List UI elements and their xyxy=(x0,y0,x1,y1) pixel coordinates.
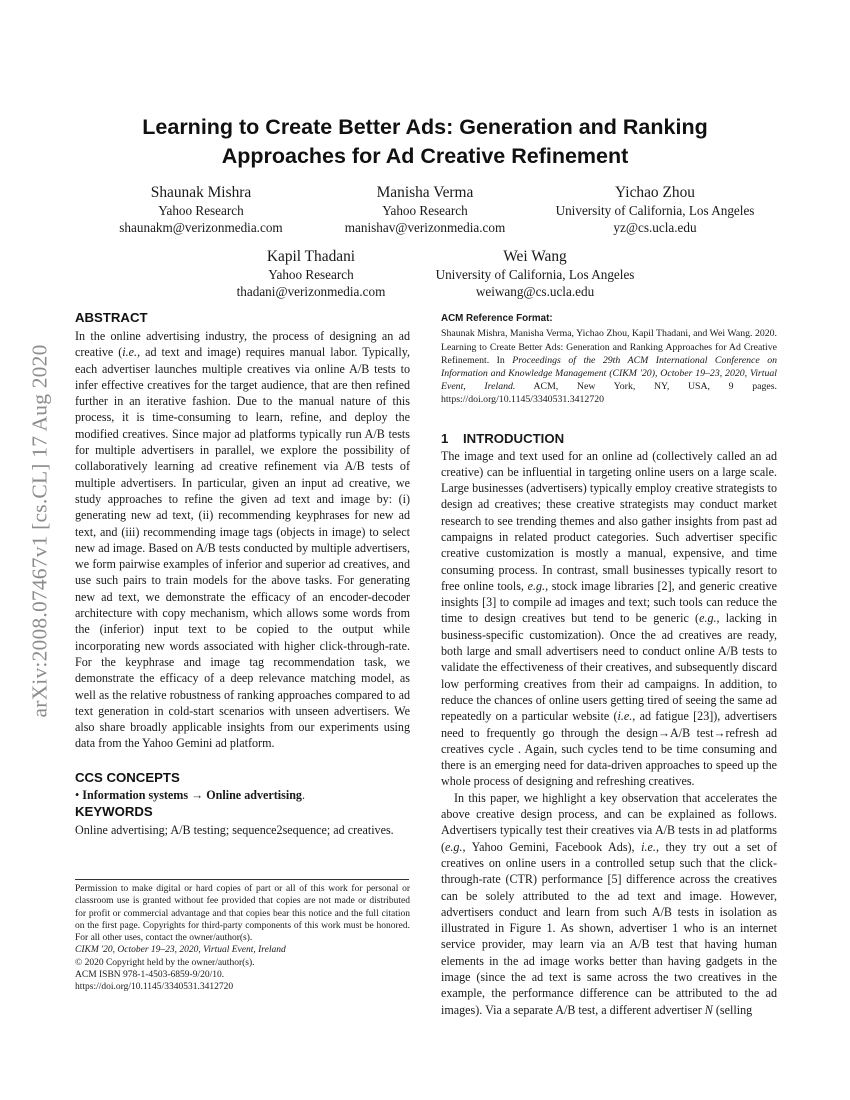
author-block-1 xyxy=(96,183,306,236)
author-name: Wei Wang xyxy=(503,248,567,265)
title-line-1: Learning to Create Better Ads: Generation and Ranking xyxy=(142,115,708,139)
author-affiliation: Yahoo Research xyxy=(158,203,244,218)
author-email[interactable]: manishav@verizonmedia.com xyxy=(344,219,506,235)
author-name: Shaunak Mishra xyxy=(150,184,252,201)
section-number: 1 xyxy=(441,430,449,446)
intro-paragraph-2: In this paper, we highlight a key observation that accelerates the above creative design process, and can be explained as follows. Advertisers typically test their creatives via A/B tests in ad platforms (e.g., Yahoo Gemini, Facebook Ads), i.e., they try out a set of creatives on online users in a controlled setup such that the click-through-rate (CTR) performance [5] difference across the creatives can be solely attributed to the ad text and image. However, advertisers conduct and learn from such A/B tests in isolation as illustrated in Figure 1. As shown, advertiser 1 who is an internet service provider, may learn via an A/B test that having human elements in the ad image works better than having gadgets in the image (since the ad text is same across the two creatives in the example, the performance difference can be attributed to the ad images). Via a separate A/B test, a different advertiser N (selling xyxy=(441,790,778,1017)
author-block-2 xyxy=(320,183,530,236)
author-block-3 xyxy=(540,183,770,236)
left-column xyxy=(75,310,410,838)
author-email[interactable]: shaunakm@verizonmedia.com xyxy=(119,219,283,235)
abstract-heading: ABSTRACT xyxy=(75,310,148,325)
author-email[interactable]: yz@cs.ucla.edu xyxy=(613,219,697,235)
author-email[interactable]: weiwang@cs.ucla.edu xyxy=(475,283,595,299)
section-title: INTRODUCTION xyxy=(463,430,565,446)
copyright-line: © 2020 Copyright held by the owner/author(s). xyxy=(75,957,255,968)
doi-link[interactable]: https://doi.org/10.1145/3340531.3412720 xyxy=(75,982,234,993)
author-name: Kapil Thadani xyxy=(266,248,356,265)
ccs-heading: CCS CONCEPTS xyxy=(75,769,180,785)
author-affiliation: University of California, Los Angeles xyxy=(555,203,755,218)
keywords-heading: KEYWORDS xyxy=(75,804,153,820)
permission-block xyxy=(75,883,410,994)
author-email[interactable]: thadani@verizonmedia.com xyxy=(236,283,386,299)
right-column xyxy=(441,313,777,1018)
isbn-line: ACM ISBN 978-1-4503-6859-9/20/10. xyxy=(75,970,225,981)
author-affiliation: Yahoo Research xyxy=(382,203,468,218)
arxiv-identifier: arXiv:2008.07467v1 [cs.CL] 17 Aug 2020 xyxy=(27,343,52,718)
intro-paragraph-1: The image and text used for an online ad (collectively called an ad creative) can be influential in targeting online users on a large scale. Large businesses (advertisers) typically employ creative strategists to design ad creatives; these creative strategists may conduct market research to see trending themes and also gather insights from past ad campaigns in related product categories. Such advertiser specific creative customization is mostly a manual, expensive, and time consuming process. In contrast, small businesses typically resort to free online tools, e.g., stock image libraries [2], and generic creative insights [3] to compile ad images and text; such tools can reduce the time to design creatives but tend to be generic (e.g., lacking in business-specific customization). Once the ad creatives are ready, both large and small advertisers need to conduct online A/B tests to validate the effectiveness of their creatives, and subsequently discard low performing creatives from their ad campaigns. In addition, to reduce the chances of online users getting tired of seeing the same ad repeatedly on a particular website (i.e., ad fatigue [23]), advertisers need to frequently go through the design→A/B test→refresh ad creatives cycle . Again, such cycles tend to be time consuming and there is an emerging need for data-driven approaches to speed up the whole process of designing and refreshing creatives. xyxy=(441,448,777,789)
footnote-rule xyxy=(75,879,409,880)
acm-reference-text: Shaunak Mishra, Manisha Verma, Yichao Zhou, Kapil Thadani, and Wei Wang. 2020. Learning to Create Better Ads: Generation and Ranking Approaches for Ad Creative Refinement. In Proceedings of the 29th ACM International Conference on Information and Knowledge Management (CIKM '20), October 19–23, 2020, Virtual Event, Ireland. ACM, New York, NY, USA, 9 pages. https://doi.org/10.1145/3340531.3412720 xyxy=(441,328,777,406)
conference-line: CIKM '20, October 19–23, 2020, Virtual Event, Ireland xyxy=(75,945,286,956)
acm-reference-heading: ACM Reference Format: xyxy=(441,313,553,324)
ccs-entry: • Information systems → Online advertising. xyxy=(75,787,306,802)
author-block-5 xyxy=(420,247,650,300)
author-affiliation: University of California, Los Angeles xyxy=(435,267,635,282)
permission-text: Permission to make digital or hard copies of part or all of this work for personal or classroom use is granted without fee provided that copies are not made or distributed for profit or commercial advantage and that copies bear this notice and the full citation on the first page. Copyrights for third-party components of this work must be honored. For all other uses, contact the owner/author(s). xyxy=(75,884,410,944)
arxiv-side-stamp xyxy=(25,288,55,773)
introduction-heading xyxy=(441,431,777,446)
author-block-4 xyxy=(206,247,416,300)
keywords-text: Online advertising; A/B testing; sequence2sequence; ad creatives. xyxy=(75,823,394,838)
title-line-2: Approaches for Ad Creative Refinement xyxy=(221,144,629,168)
author-affiliation: Yahoo Research xyxy=(268,267,354,282)
author-name: Yichao Zhou xyxy=(615,184,695,201)
author-name: Manisha Verma xyxy=(376,184,474,201)
paper-title xyxy=(75,113,775,171)
abstract-text: In the online advertising industry, the process of designing an ad creative (i.e., ad text and image) requires manual labor. Typically, each advertiser launches multiple creatives via online A/B tests to infer effective creatives for the target audience, that are then refined further in an iterative fashion. Due to the manual nature of this process, it is time-consuming to learn, refine, and deploy the modified creatives. Since major ad platforms typically run A/B tests for multiple advertisers in parallel, we explore the possibility of collaboratively learning ad creative refinement via A/B tests of multiple advertisers. In particular, given an input ad creative, we study approaches to refine the given ad text and image by: (i) generating new ad text, (ii) recommending keyphrases for new ad text, and (iii) recommending image tags (objects in image) to select new ad image. Based on A/B tests conducted by multiple advertisers, we form pairwise examples of inferior and superior ad creatives, and use such pairs to train models for the above tasks. For generating new ad text, we demonstrate the efficacy of an encoder-decoder architecture with copy mechanism, which allows some words from the (inferior) input text to be copied to the output while incorporating new words associated with higher click-through-rate. For the keyphrase and image tag recommendation task, we demonstrate the efficacy of a deep relevance matching model, as well as the relative robustness of ranking approaches compared to ad text generation in cold-start scenarios with unseen advertisers. We also share broadly applicable insights from our experiments using data from the Yahoo Gemini ad platform. xyxy=(75,329,410,751)
